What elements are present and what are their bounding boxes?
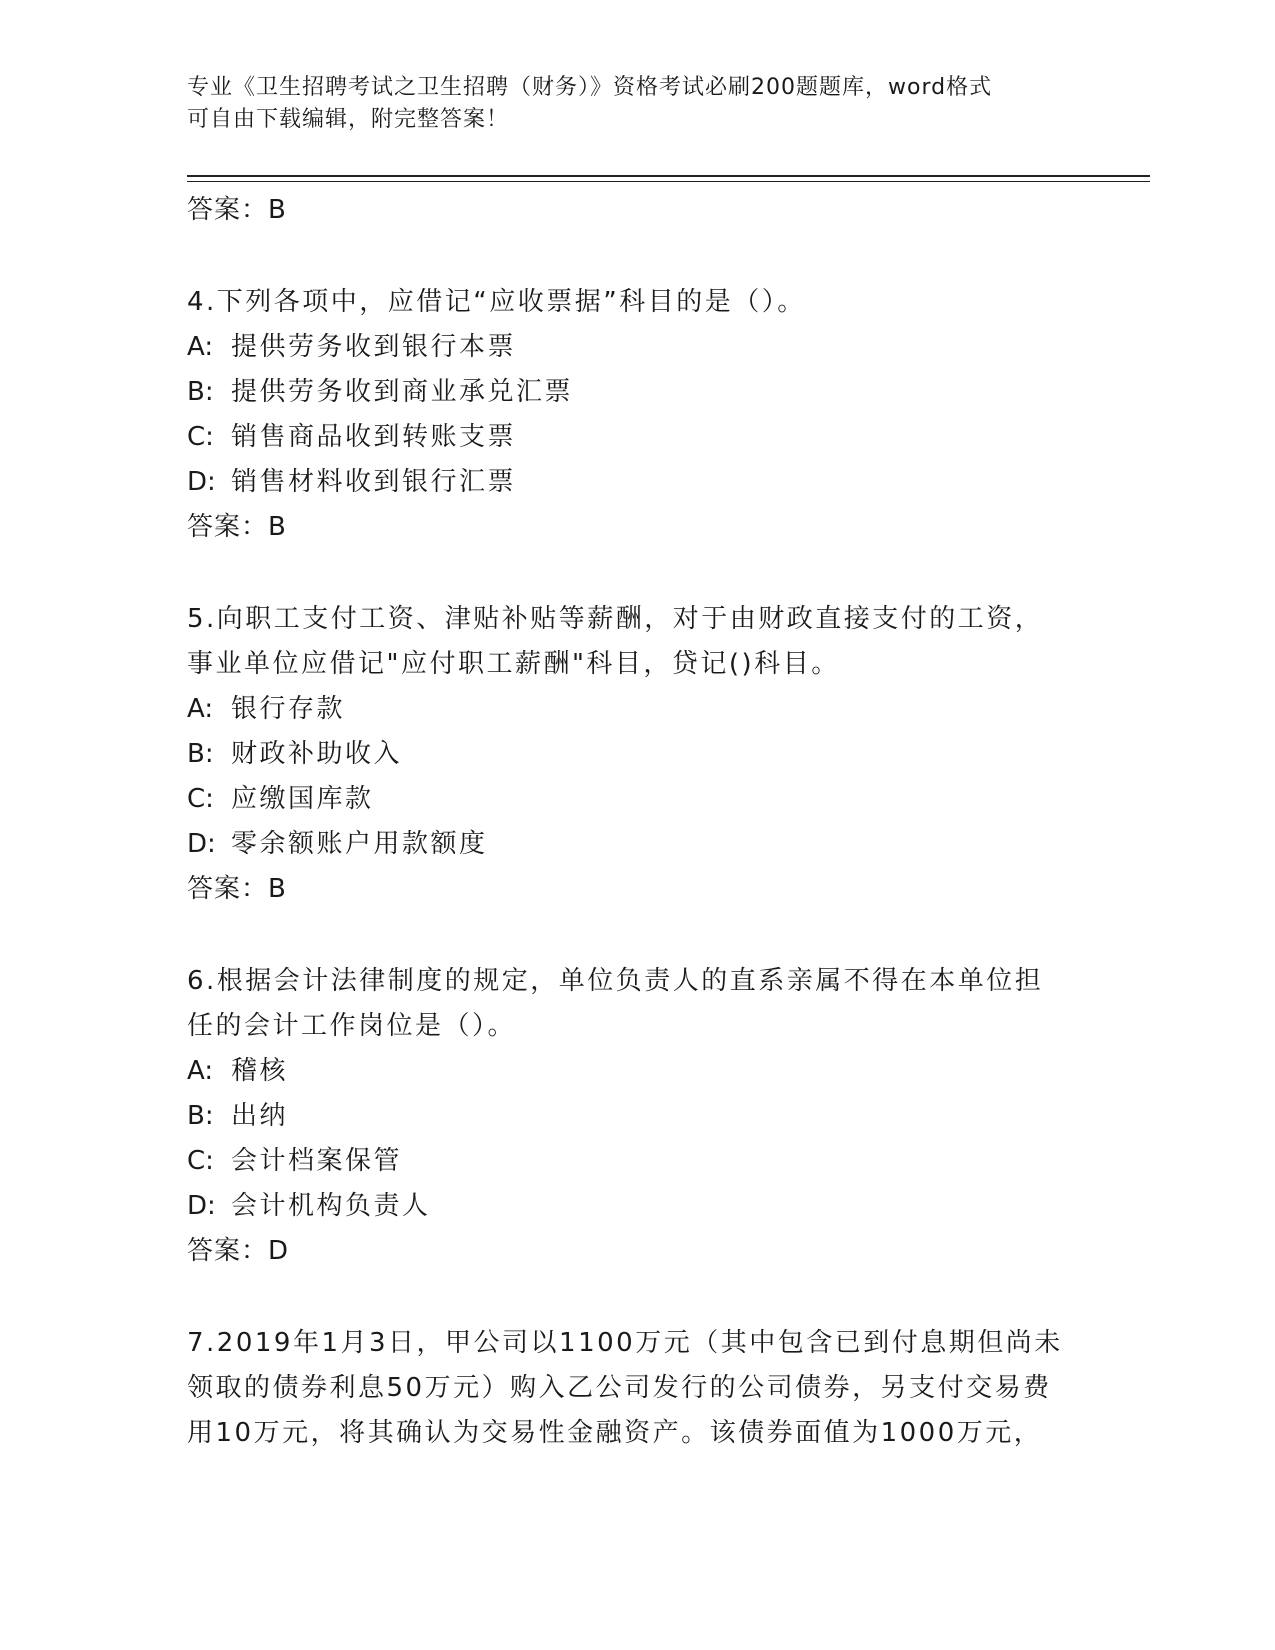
option-text: 会计机构负责人 xyxy=(231,1191,431,1221)
option-text: 应缴国库款 xyxy=(231,784,374,814)
question-stem-line: 4.下列各项中，应借记“应收票据”科目的是（）。 xyxy=(187,287,806,317)
option-c xyxy=(187,415,1087,460)
option-text: 会计档案保管 xyxy=(231,1146,403,1176)
document-header xyxy=(187,72,1087,136)
option-d xyxy=(187,822,1087,867)
option-c xyxy=(187,777,1087,822)
option-text: 财政补助收入 xyxy=(231,739,403,769)
option-text: 销售商品收到转账支票 xyxy=(231,422,517,452)
option-letter: C: xyxy=(187,784,214,814)
option-letter: B: xyxy=(187,739,214,769)
answer-line: 答案：B xyxy=(187,512,287,542)
question-stem-line: 任的会计工作岗位是（）。 xyxy=(187,1011,517,1041)
option-letter: B: xyxy=(187,1101,214,1131)
option-text: 提供劳务收到银行本票 xyxy=(231,332,517,362)
option-letter: C: xyxy=(187,422,214,452)
option-b xyxy=(187,732,1087,777)
answer-line: 答案：B xyxy=(187,874,287,904)
question-stem-line: 事业单位应借记"应付职工薪酬"科目，贷记()科目。 xyxy=(187,649,840,679)
option-d xyxy=(187,1184,1087,1229)
option-a xyxy=(187,687,1087,732)
option-b xyxy=(187,370,1087,415)
option-letter: A: xyxy=(187,332,214,362)
option-text: 出纳 xyxy=(231,1101,289,1131)
header-divider-thick xyxy=(187,175,1150,177)
answer-line: 答案：D xyxy=(187,1236,290,1266)
option-text: 银行存款 xyxy=(231,694,346,724)
question-block xyxy=(187,597,1087,912)
header-divider-thin xyxy=(187,181,1150,182)
question-block xyxy=(187,280,1087,550)
option-d xyxy=(187,460,1087,505)
option-a xyxy=(187,325,1087,370)
option-text: 提供劳务收到商业承兑汇票 xyxy=(231,377,574,407)
option-text: 稽核 xyxy=(231,1056,289,1086)
option-letter: D: xyxy=(187,1191,216,1221)
header-line-1: 专业《卫生招聘考试之卫生招聘（财务）》资格考试必刷200题题库，word格式 xyxy=(187,75,993,100)
option-letter: A: xyxy=(187,694,214,724)
question-stem-line: 6.根据会计法律制度的规定，单位负责人的直系亲属不得在本单位担 xyxy=(187,966,1044,996)
option-c xyxy=(187,1139,1087,1184)
option-letter: A: xyxy=(187,1056,214,1086)
option-letter: C: xyxy=(187,1146,214,1176)
question-stem-line: 用10万元，将其确认为交易性金融资产。该债券面值为1000万元， xyxy=(187,1418,1043,1448)
question-stem-line: 5.向职工支付工资、津贴补贴等薪酬，对于由财政直接支付的工资， xyxy=(187,604,1044,634)
option-text: 零余额账户用款额度 xyxy=(231,829,488,859)
header-line-2: 可自由下载编辑，附完整答案！ xyxy=(187,107,510,132)
question-block xyxy=(187,959,1087,1274)
option-a xyxy=(187,1049,1087,1094)
option-letter: D: xyxy=(187,467,216,497)
option-letter: B: xyxy=(187,377,214,407)
option-b xyxy=(187,1094,1087,1139)
option-text: 销售材料收到银行汇票 xyxy=(231,467,517,497)
question-stem-line: 领取的债券利息50万元）购入乙公司发行的公司债券，另支付交易费 xyxy=(187,1373,1052,1403)
option-letter: D: xyxy=(187,829,216,859)
question-block xyxy=(187,1321,1087,1456)
question-list xyxy=(187,188,1087,1456)
answer-line: 答案：B xyxy=(187,195,287,225)
question-stem-line: 7.2019年1月3日，甲公司以1100万元（其中包含已到付息期但尚未 xyxy=(187,1328,1063,1358)
